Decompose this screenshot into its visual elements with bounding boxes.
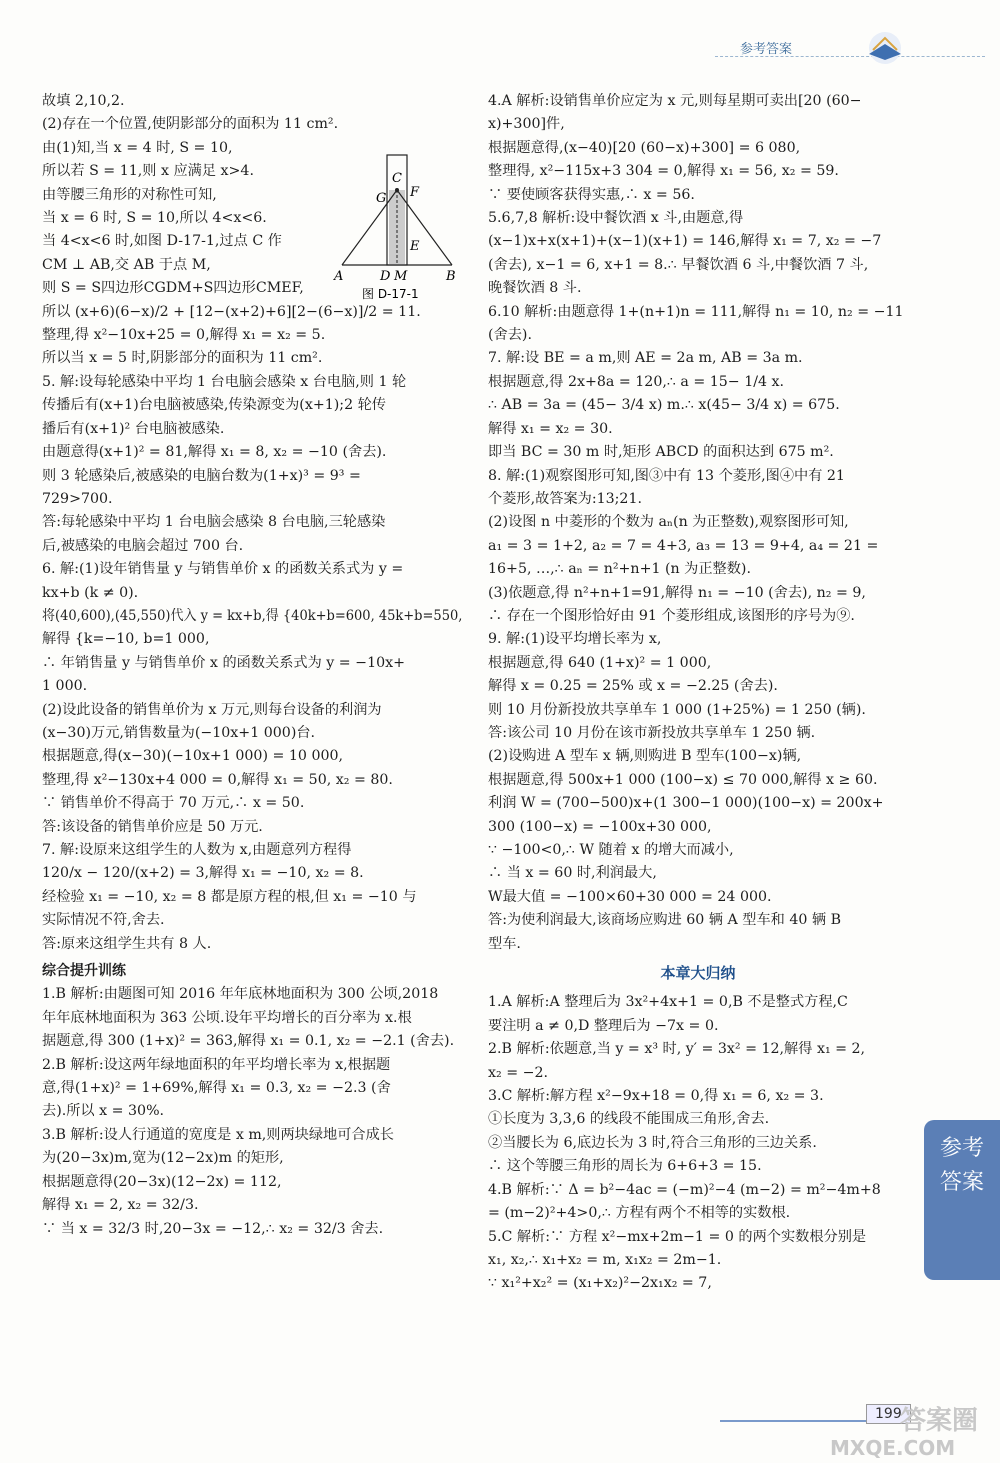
text-line: 整理,得 x²−130x+4 000 = 0,解得 x₁ = 50, x₂ = 80. [42,771,393,788]
text-line: 6. 解:(1)设年销售量 y 与销售单价 x 的函数关系式为 y = [42,561,404,578]
text-line: 6.10 解析:由题意得 1+(n+1)n = 111,解得 n₁ = 10, n₂ = −11 [488,303,904,320]
text-line: x)+300]件, [488,116,565,133]
text-line: ∴ 年销售量 y 与销售单价 x 的函数关系式为 y = −10x+ [42,654,406,671]
right-column [488,90,908,1296]
text-line: 据题意,得 300 (1+x)² = 363,解得 x₁ = 0.1, x₂ = −2.1 (舍去). [42,1033,455,1050]
text-line: ∵ 要使顾客获得实惠,∴ x = 56. [488,186,695,203]
text-line: = (m−2)²+4>0,∴ 方程有两个不相等的实数根. [488,1205,791,1222]
text-line: 3.C 解析:解方程 x²−9x+18 = 0,得 x₁ = 6, x₂ = 3. [488,1088,824,1105]
text-line: 整理,得 x²−10x+25 = 0,解得 x₁ = x₂ = 5. [42,327,326,344]
watermark-url: MXQE.COM [830,1436,956,1460]
text-line: 729>700. [42,490,113,507]
text-line: 则 3 轮感染后,被感染的电脑台数为(1+x)³ = 9³ = [42,467,361,484]
fig-label-a: A [334,269,344,284]
text-line: 由(1)知,当 x = 4 时, S = 10, [42,139,233,156]
text-line: 根据题意,得 2x+8a = 120,∴ a = 15− 1/4 x. [488,373,785,390]
text-line: 根据题意得(20−3x)(12−2x) = 112, [42,1173,282,1190]
text-line: ∴ 当 x = 60 时,利润最大, [488,865,657,882]
header-title: 参考答案 [740,42,793,57]
text-line: 答:每轮感染中平均 1 台电脑会感染 8 台电脑,三轮感染 [42,514,386,531]
text-line: 4.A 解析:设销售单价应定为 x 元,则每星期可卖出[20 (60− [488,93,862,109]
text-line: 为(20−3x)m,宽为(12−2x)m 的矩形, [42,1150,284,1167]
text-line: 16+5, …,∴ aₙ = n²+n+1 (n 为正整数). [488,561,751,578]
footer-rule [720,1420,870,1422]
fig-label-m: M [394,269,408,284]
text-line: 7. 解:设原来这组学生的人数为 x,由题意列方程得 [42,842,352,858]
text-line: 5.6,7,8 解析:设中餐饮酒 x 斗,由题意,得 [488,210,744,227]
text-line: 120/x − 120/(x+2) = 3,解得 x₁ = −10, x₂ = 8. [42,865,364,882]
text-line: 个菱形,故答案为:13;21. [488,490,642,507]
text-line: (x−30)万元,销售数量为(−10x+1 000)台. [42,724,316,741]
figure-caption: 图 D-17-1 [362,287,419,300]
text-line: 晚餐饮酒 8 斗. [488,280,582,297]
text-line: a₁ = 3 = 1+2, a₂ = 7 = 4+3, a₃ = 13 = 9+4, a₄ = 21 = [488,537,879,554]
text-line: ∴ 存在一个图形恰好由 91 个菱形组成,该图形的序号为⑨. [488,607,855,624]
text-line: 答:该公司 10 月份在该市新投放共享单车 1 250 辆. [488,724,816,741]
section-title: 本章大归纳 [660,964,736,983]
text-line: ∴ 这个等腰三角形的周长为 6+6+3 = 15. [488,1158,762,1175]
text-line: 9. 解:(1)设平均增长率为 x, [488,631,662,648]
text-line: 去).所以 x = 30%. [42,1103,165,1120]
text-line: x₁, x₂,∴ x₁+x₂ = m, x₁x₂ = 2m−1. [488,1251,722,1268]
text-line: CM ⊥ AB,交 AB 于点 M, [42,256,211,273]
text-line: 利润 W = (700−500)x+(1 300−1 000)(100−x) = 200x+ [488,795,884,812]
text-line: 当 4<x<6 时,如图 D-17-1,过点 C 作 [42,233,282,250]
text-line: 后,被感染的电脑会超过 700 台. [42,537,244,554]
text-line: 由题意得(x+1)² = 81,解得 x₁ = 8, x₂ = −10 (舍去). [42,444,387,461]
text-line: 实际情况不符,舍去. [42,912,165,929]
header-rule [715,56,985,57]
text-line: 5.C 解析:∵ 方程 x²−mx+2m−1 = 0 的两个实数根分别是 [488,1228,867,1245]
text-line: 4.B 解析:∵ Δ = b²−4ac = (−m)²−4 (m−2) = m²−4m+8 [488,1181,881,1198]
text-line: 3.B 解析:设人行通道的宽度是 x m,则两块绿地可合成长 [42,1126,394,1143]
text-line: 整理得, x²−115x+3 304 = 0,解得 x₁ = 56, x₂ = 59. [488,163,839,180]
text-line: 意,得(1+x)² = 1+69%,解得 x₁ = 0.3, x₂ = −2.3 (舍 [42,1080,391,1097]
text-line: 所以 (x+6)(6−x)/2 + [12−(x+2)+6][2−(6−x)]/2 = 11. [42,303,421,320]
text-line: 根据题意,得 500x+1 000 (100−x) ≤ 70 000,解得 x ≥ 60. [488,771,878,788]
fig-label-e: E [410,239,420,254]
text-line: ∴ AB = 3a = (45− 3/4 x) m.∴ x(45− 3/4 x) = 675. [488,397,840,414]
page-number: 199 [866,1404,911,1424]
text-line: 1 000. [42,678,88,695]
fig-label-d: D [380,269,391,284]
text-line: 答:原来这组学生共有 8 人. [42,935,212,952]
text-line: (舍去). [488,327,532,344]
text-line: W最大值 = −100×60+30 000 = 24 000. [488,888,772,905]
text-line: (x−1)x+x(x+1)+(x−1)(x+1) = 146,解得 x₁ = 7, x₂ = −7 [488,233,882,250]
text-line: 当 x = 6 时, S = 10,所以 4<x<6. [42,210,267,227]
text-line: (2)设此设备的销售单价为 x 万元,则每台设备的利润为 [42,701,382,718]
text-line: (2)存在一个位置,使阴影部分的面积为 11 cm². [42,116,339,133]
text-line: ∵ 销售单价不得高于 70 万元,∴ x = 50. [42,795,305,812]
text-line: 年年底林地面积为 363 公顷.设年平均增长的百分率为 x.根 [42,1009,412,1026]
text-line: 1.B 解析:由题图可知 2016 年年底林地面积为 300 公顷,2018 [42,986,439,1003]
fig-label-f: F [410,185,420,200]
text-line: ∵ 当 x = 32/3 时,20−3x = −12,∴ x₂ = 32/3 舍去. [42,1220,384,1237]
side-tab [924,1120,1000,1280]
text-line: 解得 x₁ = x₂ = 30. [488,420,613,437]
text-line: 根据题意,得 640 (1+x)² = 1 000, [488,654,712,671]
side-tab-label: 参考答案 [939,1136,984,1195]
text-line: 解得 {k=−10, b=1 000, [42,631,210,648]
text-line: 300 (100−x) = −100x+30 000, [488,818,712,835]
triangle-figure [332,150,462,300]
text-line: 答:为使利润最大,该商场应购进 60 辆 A 型车和 40 辆 B [488,912,842,929]
text-line: 型车. [488,935,521,952]
text-line: 则 10 月份新投放共享单车 1 000 (1+25%) = 1 250 (辆). [488,701,866,718]
text-line: 8. 解:(1)观察图形可知,图③中有 13 个菱形,图④中有 21 [488,467,845,484]
text-line: 则 S = S四边形CGDM+S四边形CMEF, [42,280,304,297]
text-line: ①长度为 3,3,6 的线段不能围成三角形,舍去. [488,1111,770,1128]
text-line: 即当 BC = 30 m 时,矩形 ABCD 的面积达到 675 m². [488,444,834,461]
text-line: 播后有(x+1)² 台电脑被感染. [42,420,225,437]
text-line: 2.B 解析:设这两年绿地面积的年平均增长率为 x,根据题 [42,1056,391,1073]
text-line: kx+b (k ≠ 0). [42,584,139,601]
text-line: 答:该设备的销售单价应是 50 万元. [42,818,263,835]
text-line: 根据题意得,(x−40)[20 (60−x)+300] = 6 080, [488,139,801,156]
watermark-logo: 答案圈 [900,1406,979,1436]
text-line: 故填 2,10,2. [42,93,125,109]
text-line: (3)依题意,得 n²+n+1=91,解得 n₁ = −10 (舍去), n₂ = 9, [488,584,866,601]
text-line: 7. 解:设 BE = a m,则 AE = 2a m, AB = 3a m. [488,350,803,367]
fig-label-c: C [392,171,402,186]
text-line: (舍去), x−1 = 6, x+1 = 8.∴ 早餐饮酒 6 斗,中餐饮酒 7 斗, [488,256,869,273]
text-line: 所以当 x = 5 时,阴影部分的面积为 11 cm². [42,350,323,367]
text-line: (2)设图 n 中菱形的个数为 aₙ(n 为正整数),观察图形可知, [488,514,849,531]
text-line: 解得 x = 0.25 = 25% 或 x = −2.25 (舍去). [488,678,778,695]
text-line: 1.A 解析:A 整理后为 3x²+4x+1 = 0,B 不是整式方程,C [488,994,848,1011]
text-line: ∵ x₁²+x₂² = (x₁+x₂)²−2x₁x₂ = 7, [488,1275,712,1292]
text-line: 2.B 解析:依题意,当 y = x³ 时, y′ = 3x² = 12,解得 x₁ = 2, [488,1041,866,1058]
text-line: ②当腰长为 6,底边长为 3 时,符合三角形的三边关系. [488,1134,817,1151]
section-title: 综合提升训练 [42,963,126,980]
text-line: 传播后有(x+1)台电脑被感染,传染源变为(x+1);2 轮传 [42,397,386,414]
text-line: 解得 x₁ = 2, x₂ = 32/3. [42,1197,199,1214]
text-line: 5. 解:设每轮感染中平均 1 台电脑会感染 x 台电脑,则 1 轮 [42,373,407,390]
text-line: x₂ = −2. [488,1064,549,1081]
book-logo-icon [855,30,915,66]
text-line: ∵ −100<0,∴ W 随着 x 的增大而减小, [488,842,734,858]
fig-label-g: G [376,191,387,206]
text-line: 由等腰三角形的对称性可知, [42,186,217,203]
text-line: 将(40,600),(45,550)代入 y = kx+b,得 {40k+b=600, 45k+b=550, [42,607,463,624]
text-line: 经检验 x₁ = −10, x₂ = 8 都是原方程的根,但 x₁ = −10 与 [42,888,417,905]
text-line: (2)设购进 A 型车 x 辆,则购进 B 型车(100−x)辆, [488,748,802,765]
text-line: 所以若 S = 11,则 x 应满足 x>4. [42,163,254,180]
text-line: 要注明 a ≠ 0,D 整理后为 −7x = 0. [488,1017,719,1034]
fig-label-b: B [446,269,456,284]
text-line: 根据题意,得(x−30)(−10x+1 000) = 10 000, [42,748,344,765]
